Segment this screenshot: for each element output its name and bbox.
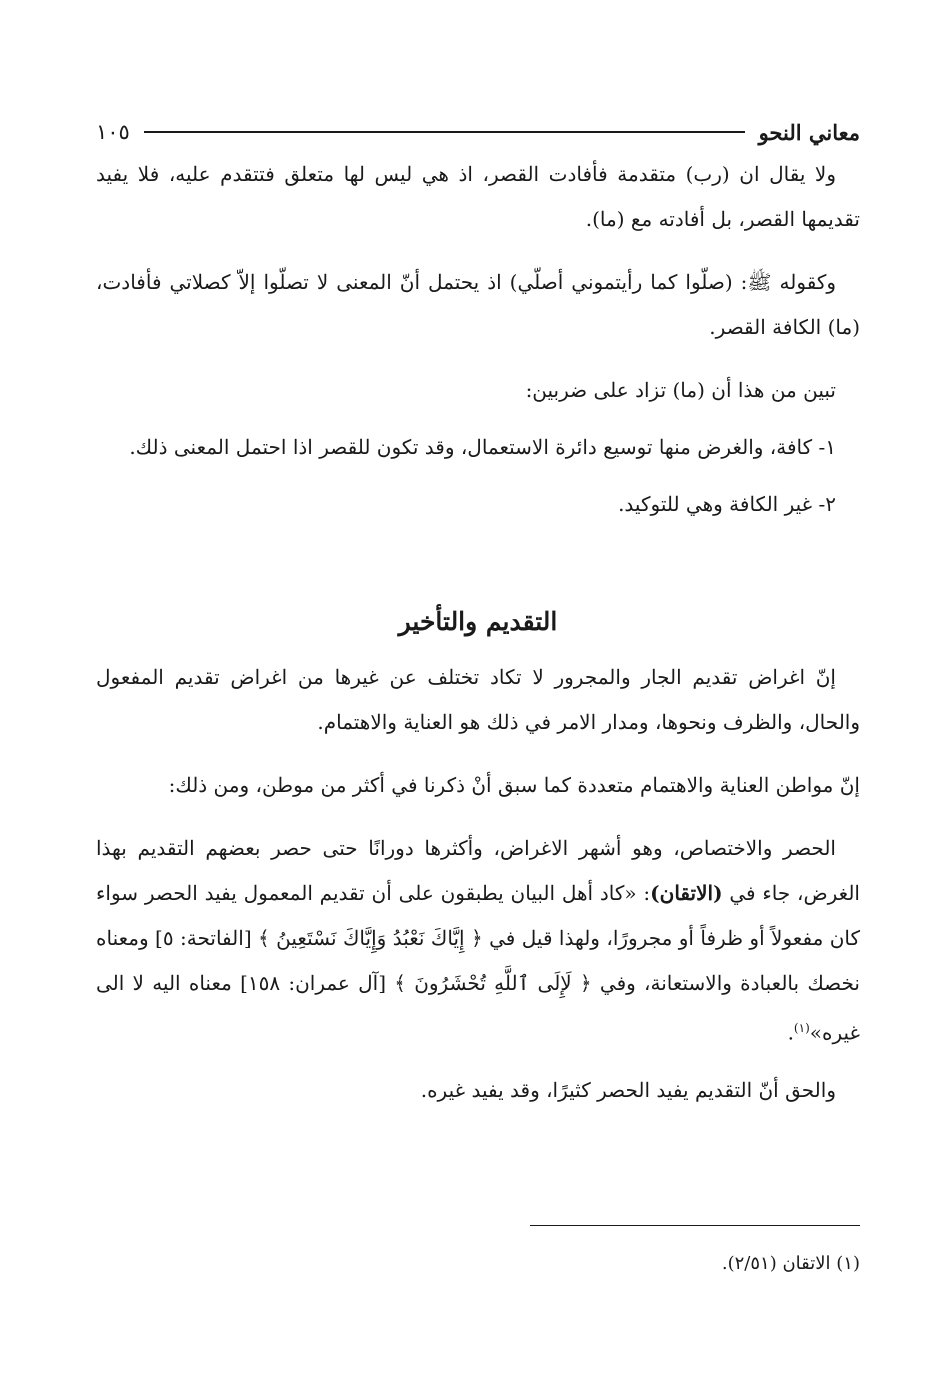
footnote-ref: (١) <box>793 1021 810 1035</box>
paragraph: إنّ مواطن العناية والاهتمام متعددة كما سبق أنْ ذكرنا في أكثر من موطن، ومن ذلك: <box>168 773 860 797</box>
book-page <box>96 112 860 1274</box>
paragraph: إنّ اغراض تقديم الجار والمجرور لا تكاد تختلف عن غيرها من اغراض تقديم المفعول والحال، والظرف ونحوها، ومدار الامر في ذلك هو العناية والاهتمام. <box>96 665 860 734</box>
source-title: (الاتقان) <box>650 881 723 905</box>
list-item: ١- كافة، والغرض منها توسيع دائرة الاستعمال، وقد تكون للقصر اذا احتمل المعنى ذلك. <box>129 435 836 459</box>
paragraph-text: الحصر والاختصاص، وهو أشهر الاغراض، وأكثرها دورانًا حتى حصر بعضهم التقديم بهذا الغرض، جاء في <box>96 836 860 905</box>
header-rule <box>144 131 745 133</box>
paragraph: وكقوله ﷺ: (صلّوا كما رأيتموني أصلّي) اذ يحتمل أنّ المعنى لا تصلّوا إلاّ كصلاتي فأفادت، (ما) الكافة القصر. <box>96 270 860 339</box>
list-item: ٢- غير الكافة وهي للتوكيد. <box>618 492 836 516</box>
running-header <box>96 112 860 152</box>
paragraph: والحق أنّ التقديم يفيد الحصر كثيرًا، وقد يفيد غيره. <box>420 1077 836 1102</box>
page-number: ١٠٥ <box>96 120 130 144</box>
paragraph <box>96 826 860 1056</box>
footnote-divider <box>530 1225 860 1226</box>
running-title: معاني النحو <box>758 119 860 145</box>
section-heading: التقديم والتأخير <box>398 607 558 636</box>
paragraph: ولا يقال ان (رب) متقدمة فأفادت القصر، اذ هي ليس لها متعلق فتتقدم عليه، فلا يفيد تقديمها القصر، بل أفادته مع (ما). <box>96 162 860 231</box>
footnote: (١) الاتقان (٢/٥١). <box>721 1253 860 1274</box>
quotation: : «كاد أهل البيان يطبقون على أن تقديم المعمول يفيد الحصر سواء كان مفعولاً أو ظرفاً أو مجرورًا، ولهذا قيل في ﴿ إِيَّاكَ نَعْبُدُ وَإِيَّاكَ نَسْتَعِينُ ﴾ [الفاتحة: ٥] ومعناه نخصك بالعبادة والاستعانة، وفي ﴿ لَإِلَى ٱللَّهِ تُحْشَرُونَ ﴾ [آل عمران: ١٥٨] معناه اليه لا الى غيره» <box>96 881 860 1045</box>
paragraph: تبين من هذا أن (ما) تزاد على ضربين: <box>525 378 836 402</box>
period: . <box>787 1020 794 1045</box>
